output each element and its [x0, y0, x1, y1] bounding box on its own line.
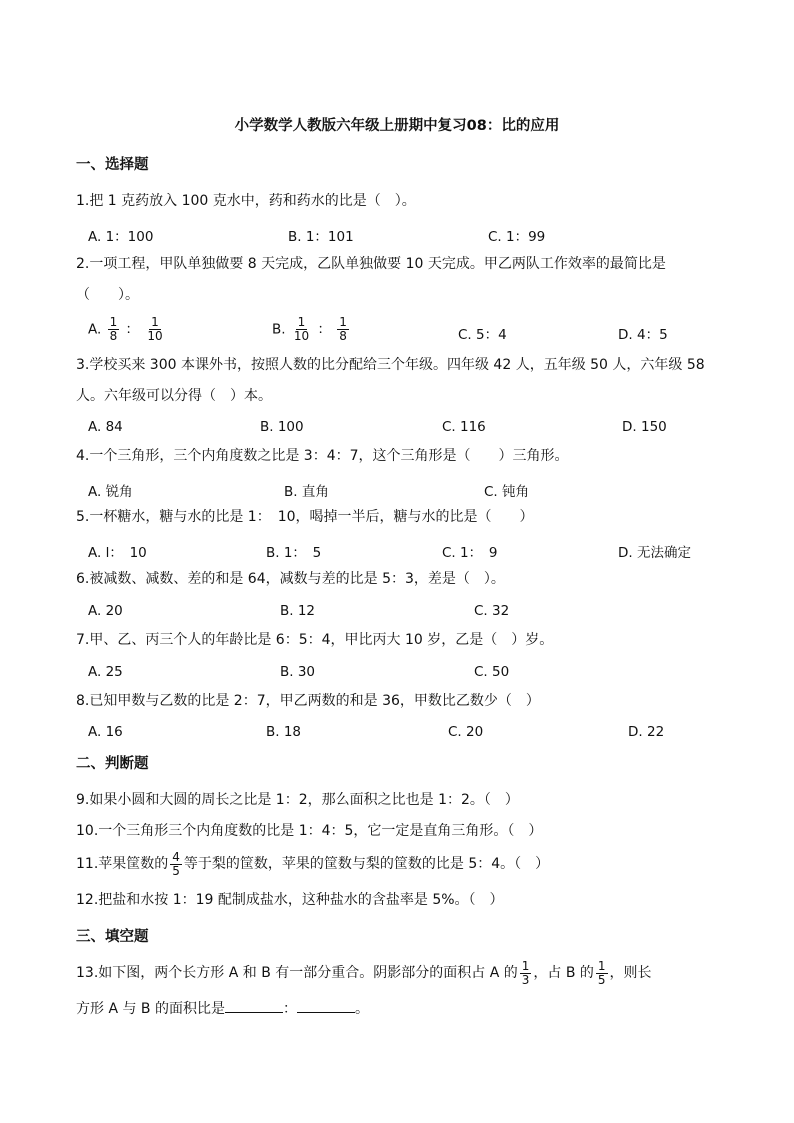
fraction-denominator: 5: [597, 972, 606, 987]
q7-option-a: A. 25: [88, 664, 123, 680]
q13-line2-suffix: 。: [354, 1001, 369, 1017]
q5-option-a: A. l： 10: [88, 545, 147, 561]
q4-option-b: B. 直角: [284, 484, 329, 500]
fraction-numerator: 1: [339, 315, 347, 329]
fraction-denominator: 3: [521, 972, 530, 987]
fraction: [520, 960, 532, 987]
q2-a-prefix: A.: [88, 321, 102, 338]
q13-part1: 13.如下图，两个长方形 A 和 B 有一部分重合。阴影部分的面积占 A 的: [76, 965, 518, 981]
fraction: [145, 316, 164, 343]
q2-b-prefix: B.: [272, 321, 286, 338]
q2-option-d: D. 4：5: [618, 327, 668, 343]
fraction-denominator: 10: [293, 329, 310, 343]
question-7: 7.甲、乙、丙三个人的年龄比是 6：5：4，甲比丙大 10 岁，乙是（ ）岁。: [76, 632, 554, 648]
answer-blank[interactable]: [297, 998, 355, 1013]
fraction-denominator: 8: [109, 329, 118, 343]
q2-option-b: [272, 316, 351, 343]
q5-option-c: C. 1： 9: [442, 545, 498, 561]
q11-prefix: 11.苹果筐数的: [76, 856, 169, 872]
q13-line2-prefix: 方形 A 与 B 的面积比是: [76, 1001, 225, 1017]
fraction-numerator: 1: [597, 958, 606, 973]
section-heading-fill: 三、填空题: [76, 929, 149, 945]
question-13: [76, 958, 726, 989]
question-9: 9.如果小圆和大圆的周长之比是 1：2，那么面积之比也是 1：2。（ ）: [76, 792, 519, 808]
fraction-numerator: 1: [297, 315, 306, 329]
question-3: 3.学校买来 300 本课外书，按照人数的比分配给三个年级。四年级 42 人，五年级 50 人，六年级 58 人。六年级可以分得（ ）本。: [76, 357, 705, 404]
answer-blank[interactable]: [225, 998, 283, 1013]
q3-option-c: C. 116: [442, 419, 486, 435]
question-8: 8.已知甲数与乙数的比是 2：7，甲乙两数的和是 36，甲数比乙数少（ ）: [76, 693, 540, 709]
ratio-separator: ：: [125, 321, 140, 338]
q4-option-c: C. 钝角: [484, 484, 530, 500]
fraction: [108, 316, 120, 343]
ratio-separator: ：: [282, 1001, 297, 1017]
question-10: 10.一个三角形三个内角度数的比是 1：4：5，它一定是直角三角形。（ ）: [76, 823, 543, 839]
fraction-denominator: 5: [172, 863, 180, 878]
q13-part3: ，则长: [609, 965, 652, 981]
ratio-separator: ：: [317, 321, 331, 338]
fraction-denominator: 8: [339, 329, 347, 343]
question-11: [76, 849, 726, 880]
q7-option-c: C. 50: [474, 664, 510, 680]
q8-option-a: A. 16: [88, 724, 123, 740]
fraction-denominator: 10: [147, 329, 163, 343]
q2-option-a: [88, 316, 167, 343]
q5-option-d: D. 无法确定: [618, 545, 691, 561]
q6-option-c: C. 32: [474, 603, 510, 619]
q8-option-b: B. 18: [266, 724, 302, 740]
q5-option-b: B. 1： 5: [266, 545, 322, 561]
q4-option-a: A. 锐角: [88, 484, 133, 500]
q6-option-b: B. 12: [280, 603, 316, 619]
q13-part2: ，占 B 的: [533, 965, 594, 981]
q1-option-b: B. 1：101: [288, 229, 354, 245]
fraction: [596, 960, 608, 987]
question-4: 4.一个三角形，三个内角度数之比是 3：4：7，这个三角形是（ ）三角形。: [76, 448, 569, 464]
q2-option-c: C. 5：4: [458, 327, 507, 343]
q8-option-c: C. 20: [448, 724, 484, 740]
q6-option-a: A. 20: [88, 603, 123, 619]
q11-suffix: 等于梨的筐数，苹果的筐数与梨的筐数的比是 5：4。（ ）: [183, 856, 550, 872]
q1-option-c: C. 1：99: [488, 229, 546, 245]
fraction: [292, 316, 311, 343]
question-13-line-2: [76, 994, 726, 1025]
q7-option-b: B. 30: [280, 664, 316, 680]
fraction-numerator: 4: [172, 849, 180, 864]
fraction: [170, 851, 182, 878]
question-12: 12.把盐和水按 1：19 配制成盐水，这种盐水的含盐率是 5%。（ ）: [76, 892, 504, 908]
section-heading-judgement: 二、判断题: [76, 756, 149, 772]
question-6: 6.被减数、减数、差的和是 64，减数与差的比是 5：3，差是（ ）。: [76, 571, 505, 587]
q1-option-a: A. 1：100: [88, 229, 154, 245]
q3-option-d: D. 150: [622, 419, 667, 435]
question-1: 1.把 1 克药放入 100 克水中，药和药水的比是（ ）。: [76, 193, 416, 209]
q3-option-a: A. 84: [88, 419, 123, 435]
page-title: 小学数学人教版六年级上册期中复习08：比的应用: [234, 118, 560, 134]
question-5: 5.一杯糖水，糖与水的比是 1： 10，喝掉一半后，糖与水的比是（ ）: [76, 509, 534, 525]
question-2: 2.一项工程，甲队单独做要 8 天完成，乙队单独做要 10 天完成。甲乙两队工作效率的最简比是（ ）。: [76, 256, 666, 303]
section-heading-choice: 一、选择题: [76, 157, 149, 173]
fraction-numerator: 1: [151, 315, 159, 329]
q8-option-d: D. 22: [628, 724, 665, 740]
q3-option-b: B. 100: [260, 419, 304, 435]
fraction-numerator: 1: [109, 315, 118, 329]
fraction: [337, 316, 349, 343]
fraction-numerator: 1: [521, 958, 530, 973]
